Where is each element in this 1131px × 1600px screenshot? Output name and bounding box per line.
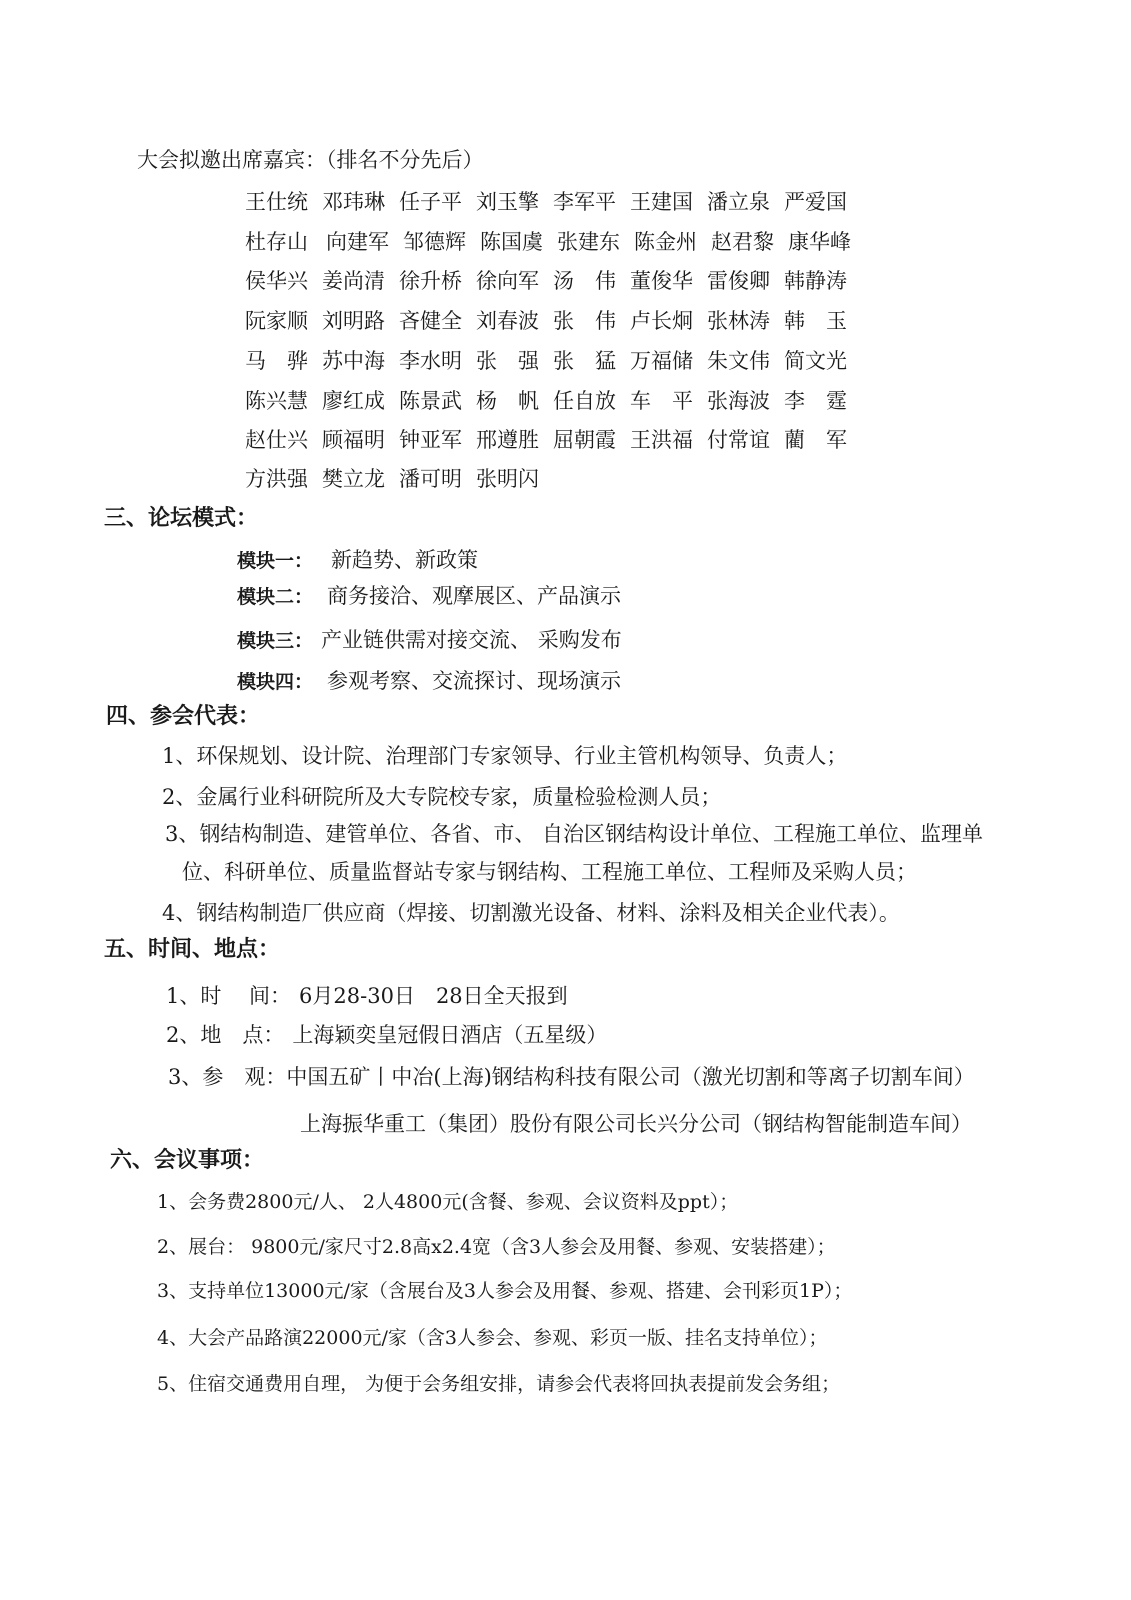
forum-heading: 三、论坛模式：: [104, 506, 259, 531]
guest-name: 张 强: [476, 349, 539, 373]
matter-item: 5、住宿交通费用自理， 为便于会务组安排，请参会代表将回执表提前发会务组；: [157, 1373, 841, 1395]
time-value: 6月28-30日 28日全天报到: [299, 984, 568, 1008]
matter-item: 4、大会产品路演22000元/家（含3人参会、参观、彩页一版、挂名支持单位）；: [157, 1327, 828, 1349]
guest-name: 张建东: [557, 230, 620, 254]
delegates-heading: 四、参会代表：: [106, 704, 261, 729]
guest-name: 赵君黎: [711, 230, 774, 254]
guest-name: 韩 玉: [784, 309, 847, 333]
guest-name: 王建国: [630, 190, 693, 214]
guest-name: 万福储: [630, 349, 693, 373]
guest-name: 刘明路: [322, 309, 385, 333]
delegate-item-continued: 位、科研单位、质量监督站专家与钢结构、工程施工单位、工程师及采购人员；: [182, 860, 917, 884]
guest-name: 杨 帆: [476, 389, 539, 413]
guest-name: 陈兴慧: [245, 389, 308, 413]
matter-item: 3、支持单位13000元/家（含展台及3人参会及用餐、参观、搭建、会刊彩页1P）；: [157, 1280, 853, 1302]
guest-name: 张 伟: [553, 309, 616, 333]
module-name: 模块二：: [237, 586, 314, 608]
guest-name: 任子平: [399, 190, 462, 214]
guest-name: 马 骅: [245, 349, 308, 373]
guest-name: 苏中海: [322, 349, 385, 373]
module-item: [237, 586, 621, 607]
guest-name: 付常谊: [707, 428, 770, 452]
guest-name: 廖红成: [322, 389, 385, 413]
visit-value: 中国五矿丨中冶(上海)钢结构科技有限公司（激光切割和等离子切割车间）: [286, 1065, 975, 1089]
guest-name: 张林涛: [707, 309, 770, 333]
module-text: 新趋势、新政策: [331, 548, 479, 572]
visit-label: 3、参 观：: [168, 1065, 287, 1089]
guest-name: 阮家顺: [245, 309, 308, 333]
guest-name: 刘春波: [476, 309, 539, 333]
matters-heading: 六、会议事项：: [110, 1148, 265, 1173]
guest-name: 陈金州: [634, 230, 697, 254]
guest-name: 董俊华: [630, 269, 693, 293]
delegate-item: 3、钢结构制造、建管单位、各省、市、 自治区钢结构设计单位、工程施工单位、监理单: [165, 822, 984, 846]
guest-name: 李水明: [399, 349, 462, 373]
guests-title: 大会拟邀出席嘉宾：（排名不分先后）: [137, 148, 484, 172]
guest-name: 方洪强: [245, 467, 308, 491]
delegate-item: 1、环保规划、设计院、治理部门专家领导、行业主管机构领导、负责人；: [162, 744, 848, 768]
guest-name: 雷俊卿: [707, 269, 770, 293]
guest-name: 朱文伟: [707, 349, 770, 373]
time-row: [166, 986, 568, 1007]
module-text: 产业链供需对接交流、 采购发布: [321, 628, 622, 652]
guest-name: 潘立泉: [707, 190, 770, 214]
guest-name: 严爱国: [784, 190, 847, 214]
guest-name: 张 猛: [553, 349, 616, 373]
guest-name: 陈国虞: [480, 230, 543, 254]
time-place-heading: 五、时间、地点：: [104, 937, 281, 962]
guest-name: 向建军: [326, 230, 389, 254]
visit-row: [168, 1067, 975, 1088]
guest-name: 邹德辉: [403, 230, 466, 254]
guest-name: 卢长炯: [630, 309, 693, 333]
guest-name: 张海波: [707, 389, 770, 413]
module-name: 模块一：: [237, 550, 314, 572]
guest-name: 杜存山: [245, 230, 308, 254]
guest-name: 赵仕兴: [245, 428, 308, 452]
guest-name: 徐向军: [476, 269, 539, 293]
matter-item: 2、展台： 9800元/家尺寸2.8高x2.4宽（含3人参会及用餐、参观、安装搭建）；: [157, 1236, 836, 1258]
visit-value-continued: 上海振华重工（集团）股份有限公司长兴分公司（钢结构智能制造车间）: [300, 1112, 972, 1136]
guest-name: 任自放: [553, 389, 616, 413]
guest-name: 潘可明: [399, 467, 462, 491]
guest-name: 康华峰: [788, 230, 851, 254]
place-label: 2、地 点：: [166, 1023, 285, 1047]
guest-name: 陈景武: [399, 389, 462, 413]
guest-name: 顾福明: [322, 428, 385, 452]
guest-name: 邓玮琳: [322, 190, 385, 214]
delegate-item: 4、钢结构制造厂供应商（焊接、切割激光设备、材料、涂料及相关企业代表）。: [162, 901, 900, 925]
place-row: [166, 1025, 607, 1046]
guest-name: 李军平: [553, 190, 616, 214]
guest-name: 李 霆: [784, 389, 847, 413]
guest-name: 屈朝霞: [553, 428, 616, 452]
guest-name: 藺 军: [784, 428, 847, 452]
guest-name: 侯华兴: [245, 269, 308, 293]
delegate-item: 2、金属行业科研院所及大专院校专家，质量检验检测人员；: [162, 785, 722, 809]
module-name: 模块四：: [237, 671, 314, 693]
guest-name: 樊立龙: [322, 467, 385, 491]
guest-name: 车 平: [630, 389, 693, 413]
module-text: 商务接洽、观摩展区、产品演示: [327, 584, 622, 608]
guest-name: 简文光: [784, 349, 847, 373]
module-name: 模块三：: [237, 630, 314, 652]
module-item: [237, 671, 621, 692]
guest-name: 刘玉擎: [476, 190, 539, 214]
module-item: [237, 550, 478, 571]
guest-name: 徐升桥: [399, 269, 462, 293]
module-text: 参观考察、交流探讨、现场演示: [327, 669, 622, 693]
place-value: 上海颖奕皇冠假日酒店（五星级）: [292, 1023, 608, 1047]
matter-item: 1、会务费2800元/人、 2人4800元(含餐、参观、会议资料及ppt）；: [157, 1191, 739, 1213]
guest-name: 王仕统: [245, 190, 308, 214]
guest-name: 韩静涛: [784, 269, 847, 293]
time-label: 1、时 间：: [166, 984, 292, 1008]
guest-name: 邢遵胜: [476, 428, 539, 452]
guest-name: 张明闪: [476, 467, 539, 491]
guest-name: 吝健全: [399, 309, 462, 333]
module-item: [237, 630, 622, 651]
guest-name: 王洪福: [630, 428, 693, 452]
guest-name: 钟亚军: [399, 428, 462, 452]
guest-name: 姜尚清: [322, 269, 385, 293]
guest-name: 汤 伟: [553, 269, 616, 293]
